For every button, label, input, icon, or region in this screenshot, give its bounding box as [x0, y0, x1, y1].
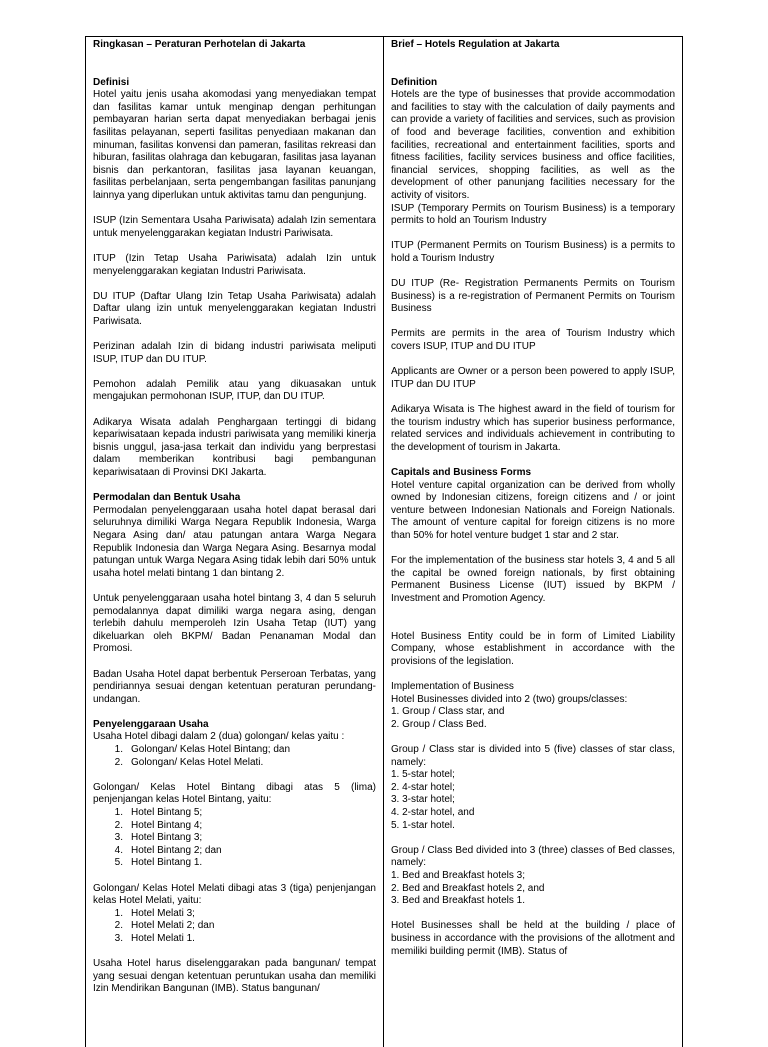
section-title: Permodalan dan Bentuk Usaha	[93, 492, 241, 504]
paragraph: Usaha Hotel harus diselenggarakan pada bangunan/ tempat yang sesuai dengan ketentuan peruntukan usaha dan memiliki Izin Mendirikan Bangunan (IMB). Status bangunan/	[93, 958, 376, 995]
section-title: Implementation of Business	[391, 681, 514, 693]
list-line: 3. 3-star hotel;	[391, 794, 455, 806]
paragraph: Usaha Hotel dibagi dalam 2 (dua) golongan/ kelas yaitu :	[93, 731, 345, 743]
plain-list	[391, 870, 675, 908]
numbered-list	[93, 807, 376, 870]
list-line: 2. 4-star hotel;	[391, 781, 455, 793]
list-item: 5. Hotel Bintang 1.	[114, 857, 203, 869]
paragraph: Group / Class Bed divided into 3 (three) classes of Bed classes, namely:	[391, 844, 675, 869]
english-column	[384, 37, 682, 1047]
paragraph: Pemohon adalah Pemilik atau yang dikuasakan untuk mengajukan permohonan ISUP, ITUP, dan DU ITUP.	[93, 378, 376, 403]
paragraph: ITUP (Izin Tetap Usaha Pariwisata) adalah Izin untuk menyelenggarakan kegiatan Industri Pariwisata.	[93, 252, 376, 277]
list-item: 3. Hotel Bintang 3;	[114, 832, 203, 844]
list-item: 2. Golongan/ Kelas Hotel Melati.	[114, 756, 264, 768]
paragraph: DU ITUP (Re- Registration Permanents Permits on Tourism Business) is a re-registration of Permanent Permits on Tourism Business	[391, 278, 675, 315]
paragraph: Group / Class star is divided into 5 (five) classes of star class, namely:	[391, 744, 675, 768]
section-title: Definition	[391, 76, 438, 88]
list-line: 2. Group / Class Bed.	[391, 718, 487, 730]
paragraph: ISUP (Temporary Permits on Tourism Business) is a temporary permits to hold an Tourism Industry	[391, 202, 675, 227]
plain-list	[391, 769, 675, 832]
list-item: 1. Hotel Bintang 5;	[114, 807, 203, 819]
list-line: 5. 1-star hotel.	[391, 819, 455, 831]
paragraph: Applicants are Owner or a person been powered to apply ISUP, ITUP dan DU ITUP	[391, 366, 675, 390]
list-line: 1. Bed and Breakfast hotels 3;	[391, 870, 525, 881]
paragraph: Hotels are the type of businesses that provide accommodation and facilities to stay with the calculation of daily payments and can provide a variety of facilities and services, such as provision of food and beverage facilities, convention and exhibition facilities, recreational and entertainment facilities, sports and fitness facilities, facility services business and office facilities, financial services, shopping facilities, as well as the development of other panunjang facilities necessary for the activity of visitors.	[391, 89, 675, 201]
list-line: Hotel Businesses divided into 2 (two) groups/classes:	[391, 693, 628, 705]
list-item: 2. Hotel Bintang 4;	[114, 819, 203, 831]
paragraph: For the implementation of the business star hotels 3, 4 and 5 all the capital be owned foreign nationals, by first obtaining Permanent Business License (IUT) issued by BKPM / Investment and Promotion Agency.	[391, 555, 675, 604]
list-item: 2. Hotel Melati 2; dan	[114, 920, 215, 932]
paragraph: Permodalan penyelenggaraan usaha hotel dapat berasal dari seluruhnya dimiliki Warga Negara Republik Indonesia, Warga Negara Asing dan/ atau patungan antara Warga Negara Republik Indonesia dan Warga Negara Asing. Besarnya modal patungan untuk Warga Negara Asing tidak lebih dari 50% untuk usaha hotel melati bintang 1 dan bintang 2.	[93, 504, 376, 579]
list-item: 1. Golongan/ Kelas Hotel Bintang; dan	[114, 744, 290, 756]
section-title: Penyelenggaraan Usaha	[93, 718, 209, 730]
list-line: 1. Group / Class star, and	[391, 706, 505, 718]
list-item: 3. Hotel Melati 1.	[114, 932, 195, 944]
paragraph: ITUP (Permanent Permits on Tourism Business) is a permits to hold a Tourism Industry	[391, 240, 675, 264]
paragraph: Hotel yaitu jenis usaha akomodasi yang menyediakan tempat dan fasilitas kamar untuk menginap dengan perhitungan pembayaran harian serta dapat menyediakan berbagai jenis fasilitas pelayanan, seperti fasilitas penyediaan makanan dan minuman, fasilitas konvensi dan pameran, fasilitas rekreasi dan hiburan, fasilitas olahraga dan kebugaran, fasilitas jasa layanan bisnis dan perkantoran, fasilitas jasa layanan keuangan, fasilitas perbelanjaan, serta pengembangan fasilitas panunjang lainnya yang diperlukan untuk aktivitas tamu dan pengunjung.	[93, 89, 376, 201]
paragraph: Golongan/ Kelas Hotel Melati dibagi atas 3 (tiga) penjenjangan kelas Hotel Melati, yaitu:	[93, 882, 376, 907]
plain-list	[391, 694, 675, 732]
list-line: 3. Bed and Breakfast hotels 1.	[391, 895, 525, 907]
column-header: Brief – Hotels Regulation at Jakarta	[391, 39, 560, 50]
paragraph: Golongan/ Kelas Hotel Bintang dibagi atas 5 (lima) penjenjangan kelas Hotel Bintang, yaitu:	[93, 781, 376, 806]
numbered-list	[93, 908, 376, 946]
bilingual-table	[85, 36, 683, 1047]
list-item: 1. Hotel Melati 3;	[114, 907, 195, 919]
section-title: Definisi	[93, 76, 130, 88]
paragraph: Permits are permits in the area of Tourism Industry which covers ISUP, ITUP and DU ITUP	[391, 328, 675, 353]
list-item: 4. Hotel Bintang 2; dan	[114, 844, 222, 856]
paragraph: Untuk penyelenggaraan usaha hotel bintang 3, 4 dan 5 seluruh pemodalannya dapat dimiliki warga negara asing, dengan terlebih dahulu memperoleh Izin Usaha Tetap (IUT) yang dikeluarkan oleh BKPM/ Badan Penanaman Modal dan Promosi.	[93, 592, 376, 655]
paragraph: Adikarya Wisata adalah Penghargaan tertinggi di bidang kepariwisataan kepada industri pariwisata yang memiliki kinerja bisnis unggul, jasa-jasa terkait dan individu yang berprestasi dalam memberikan kontribusi bagi pembangunan kepariwisataan di Provinsi DKI Jakarta.	[93, 416, 376, 478]
paragraph: Hotel venture capital organization can be derived from wholly owned by Indonesian citizens, foreign citizens and / or joint venture between Indonesian Nationals and Foreign Nationals. The amount of venture capital for foreign citizens is no more than 50% for hotel venture budget 1 star and 2 star.	[391, 479, 675, 541]
paragraph: Hotel Businesses shall be held at the building / place of business in accordance with the provisions of the allotment and memiliki building permit (IMB). Status of	[391, 920, 675, 957]
indonesian-column	[86, 37, 384, 1047]
paragraph: Badan Usaha Hotel dapat berbentuk Perseroan Terbatas, yang pendiriannya sesuai dengan ketentuan peraturan perundang-undangan.	[93, 668, 376, 705]
paragraph: Hotel Business Entity could be in form of Limited Liability Company, whose establishment in accordance with the provisions of the legislation.	[391, 630, 675, 667]
paragraph: Adikarya Wisata is The highest award in the field of tourism for the tourism industry which has superior business performance, related services and individuals achievement in contributing to the development of tourism in Jakarta.	[391, 404, 675, 453]
column-header: Ringkasan – Peraturan Perhotelan di Jakarta	[93, 39, 306, 50]
section-title: Capitals and Business Forms	[391, 467, 532, 478]
paragraph: ISUP (Izin Sementara Usaha Pariwisata) adalah Izin sementara untuk menyelenggarakan kegiatan Industri Pariwisata.	[93, 215, 376, 239]
numbered-list	[93, 744, 376, 769]
paragraph: Perizinan adalah Izin di bidang industri pariwisata meliputi ISUP, ITUP dan DU ITUP.	[93, 341, 376, 365]
list-line: 1. 5-star hotel;	[391, 769, 455, 781]
paragraph: DU ITUP (Daftar Ulang Izin Tetap Usaha Pariwisata) adalah Daftar ulang izin untuk menyelenggarakan kegiatan Industri Pariwisata.	[93, 290, 376, 327]
list-line: 2. Bed and Breakfast hotels 2, and	[391, 882, 545, 894]
list-line: 4. 2-star hotel, and	[391, 807, 475, 819]
